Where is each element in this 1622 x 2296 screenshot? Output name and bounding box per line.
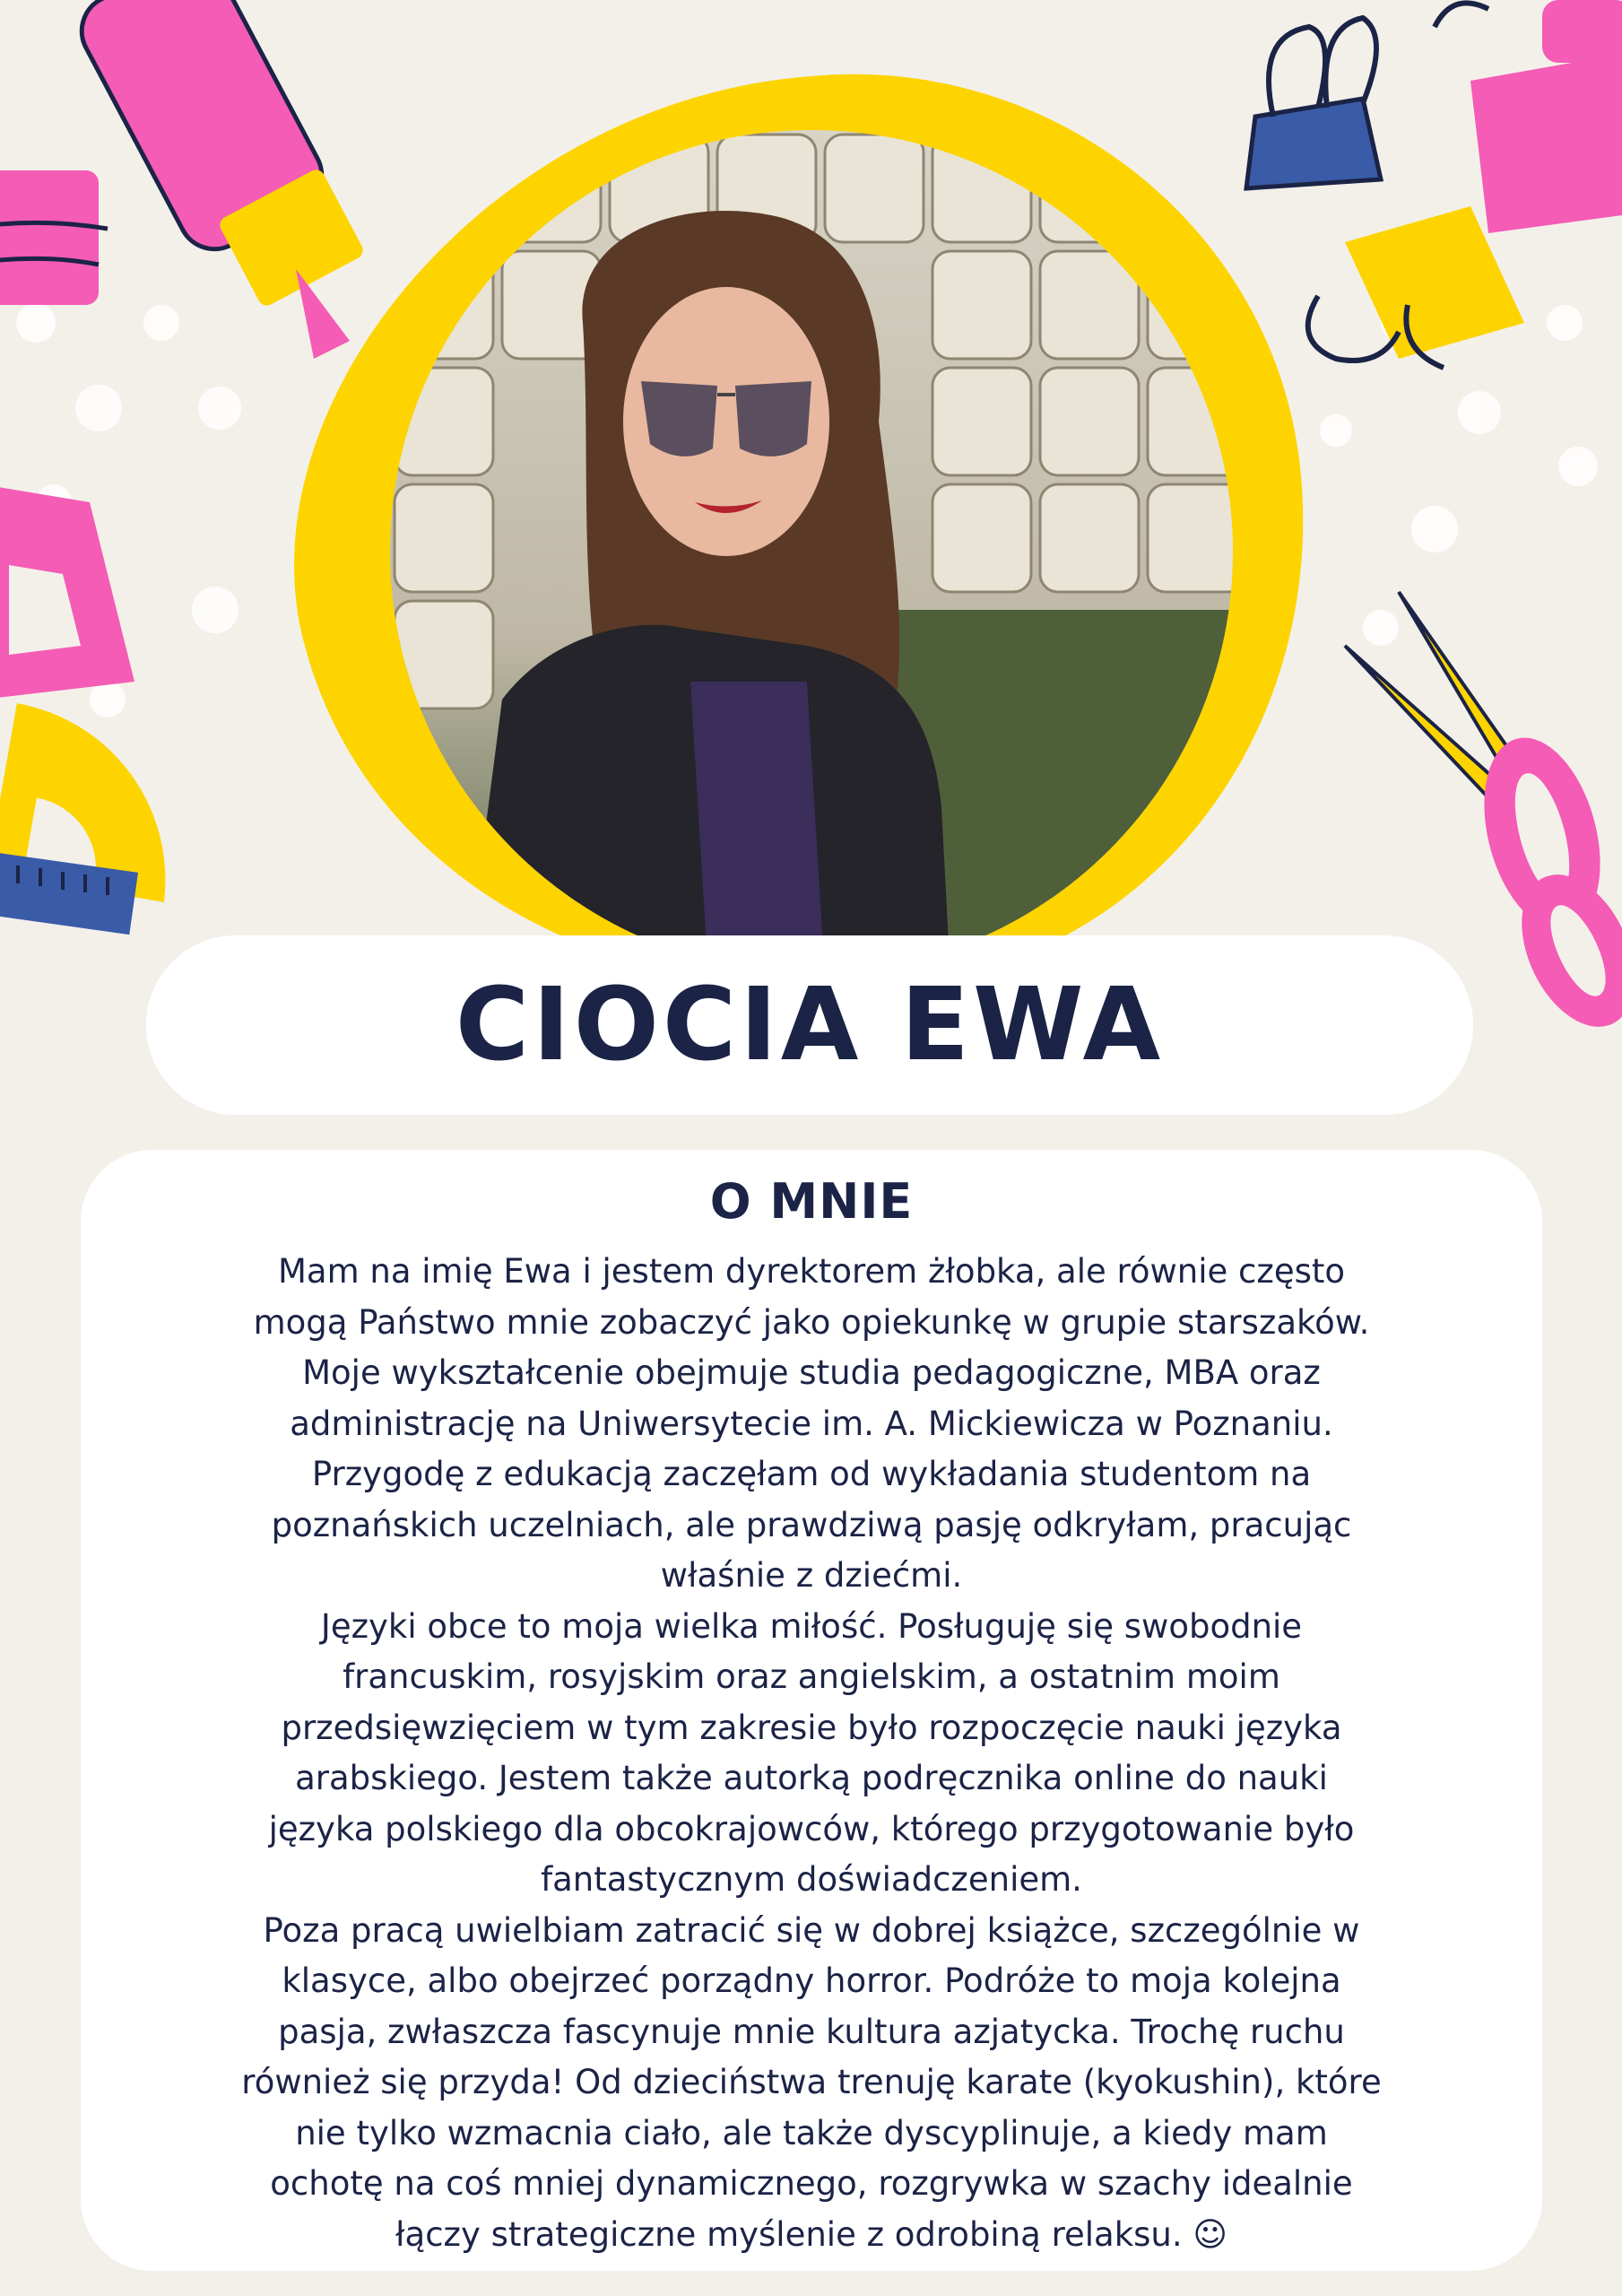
sticky-note-icon — [0, 170, 108, 305]
pink-clip-icon — [1470, 0, 1622, 233]
highlighter-icon — [69, 0, 366, 359]
about-heading: O MNIE — [709, 1173, 914, 1230]
name-card — [146, 935, 1473, 1115]
set-square-icon — [0, 484, 134, 700]
binder-clip-icon — [1246, 3, 1488, 188]
about-body-text: Mam na imię Ewa i jestem dyrektorem żłobka, ale równie często mogą Państwo mnie zobaczyć jako opiekunkę w grupie starszaków. Moje wykształcenie obejmuje studia pedagogiczne, MBA oraz administrację na Uniwersytecie im. A. Mickiewicza w Poznaniu. Przygodę z edukacją zaczęłam od wykładania studentom na poznańskich uczelniach, ale prawdziwą pasję odkryłam, pracując właśnie z dziećmi. Języki obce to moja wielka miłość. Posługuję się swobodnie francuskim, rosyjskim oraz angielskim, a ostatnim moim przedsięwzięciem w tym zakresie było rozpoczęcie nauki języka arabskiego. Jestem także autorką podręcznika online do nauki języka polskiego dla obcokrajowców, którego przygotowanie było fantastycznym doświadczeniem. Poza pracą uwielbiam zatracić się w dobrej książce, szczególnie w klasyce, albo obejrzeć porządny horror. Podróże to moja kolejna pasja, zwłaszcza fascynuje mnie kultura azjatycka. Trochę ruchu również się przyda! Od dzieciństwa trenuję karate (kyokushin), które nie tylko wzmacnia ciało, ale także dyscyplinuje, a kiedy mam ochotę na coś mniej dynamicznego, rozgrywka w szachy idealnie łączy strategiczne myślenie z odrobiną relaksu. ☺ — [241, 1252, 1382, 2254]
about-card — [81, 1150, 1542, 2271]
person-name: CIOCIA EWA — [455, 967, 1165, 1083]
